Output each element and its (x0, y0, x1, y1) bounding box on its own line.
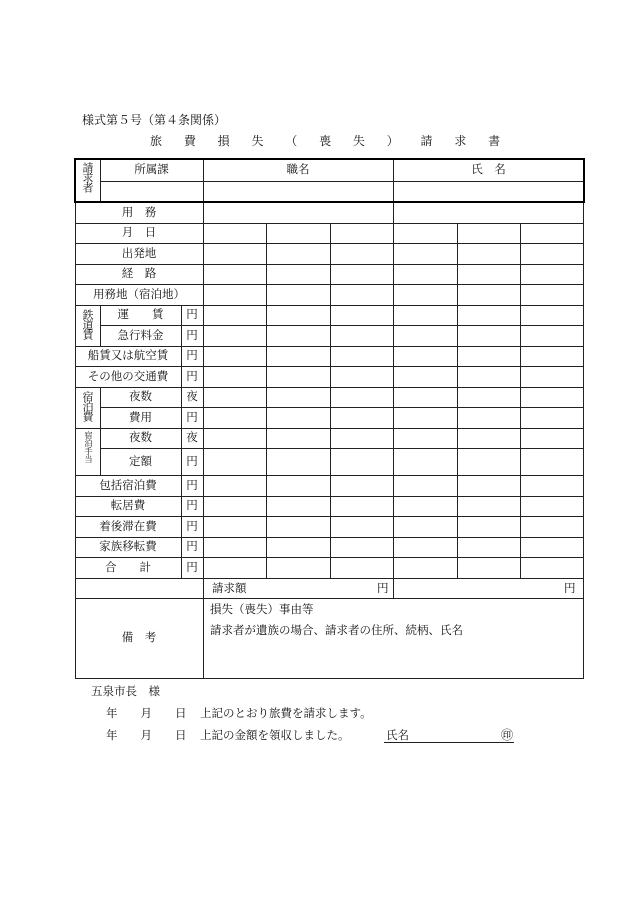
lodging-label: 宿泊費 (81, 391, 94, 421)
row-other-transport: その他の交通費 (87, 369, 169, 383)
unit-yen: 円 (186, 307, 198, 321)
claimant-label: 請求者 (81, 162, 94, 192)
unit-yen: 円 (186, 348, 198, 362)
unit-yen: 円 (186, 478, 198, 492)
row-relocation: 転居費 (110, 498, 146, 512)
date-line-2: 年 月 日 (106, 728, 187, 742)
unit-yen: 円 (186, 519, 198, 533)
row-ship-air: 船賃又は航空賃 (87, 348, 169, 362)
remarks-line-2: 請求者が遺族の場合、請求者の住所、続柄、氏名 (210, 623, 463, 637)
name-header: 氏 名 (471, 162, 506, 176)
row-fare: 運 賃 (117, 307, 164, 321)
addressee: 五泉市長 様 (91, 684, 160, 698)
row-fixed-amount: 定額 (129, 454, 152, 468)
row-package-lodging: 包括宿泊費 (99, 478, 157, 492)
claim-amount-unit: 円 (377, 581, 389, 595)
unit-night: 夜 (186, 430, 198, 444)
row-family-relocation: 家族移転費 (99, 539, 157, 553)
row-date: 月 日 (121, 225, 157, 239)
position-header: 職名 (286, 162, 310, 176)
row-total: 合 計 (105, 560, 151, 574)
unit-yen: 円 (186, 498, 198, 512)
department-header: 所属課 (134, 162, 169, 176)
unit-yen: 円 (186, 410, 198, 424)
form-title: 旅 費 損 失 （ 喪 失 ） 請 求 書 (150, 134, 510, 148)
request-statement: 上記のとおり旅費を請求します。 (200, 706, 372, 720)
date-line-1: 年 月 日 (106, 706, 187, 720)
railway-label: 鉄道賃 (81, 309, 94, 339)
form-number: 様式第５号（第４条関係） (82, 113, 227, 127)
seal-mark: ㊞ (501, 728, 514, 742)
row-nights2: 夜数 (129, 430, 152, 444)
unit-night: 夜 (186, 389, 198, 403)
signature-name-label: 氏名 (386, 728, 409, 742)
row-stay-after-arrival: 着後滞在費 (99, 519, 157, 533)
row-nights: 夜数 (129, 389, 152, 403)
lodging-allowance-label: 宿泊手当 (84, 431, 93, 463)
unit-yen: 円 (186, 539, 198, 553)
row-cost: 費用 (129, 410, 152, 424)
receipt-statement: 上記の金額を領収しました。 (200, 728, 350, 742)
row-route: 経 路 (121, 266, 157, 280)
unit-yen: 円 (186, 560, 198, 574)
unit-yen: 円 (186, 454, 198, 468)
row-departure: 出発地 (121, 246, 157, 260)
remarks-label: 備 考 (121, 630, 157, 644)
remarks-line-1: 損失（喪失）事由等 (210, 602, 314, 616)
row-destination: 用務地（宿泊地） (93, 287, 185, 301)
row-purpose: 用 務 (121, 205, 157, 219)
row-express: 急行料金 (117, 328, 164, 342)
unit-yen: 円 (186, 369, 198, 383)
unit-yen: 円 (186, 328, 198, 342)
claim-amount-label: 請求額 (212, 581, 247, 595)
claim-amount-unit-2: 円 (564, 581, 576, 595)
